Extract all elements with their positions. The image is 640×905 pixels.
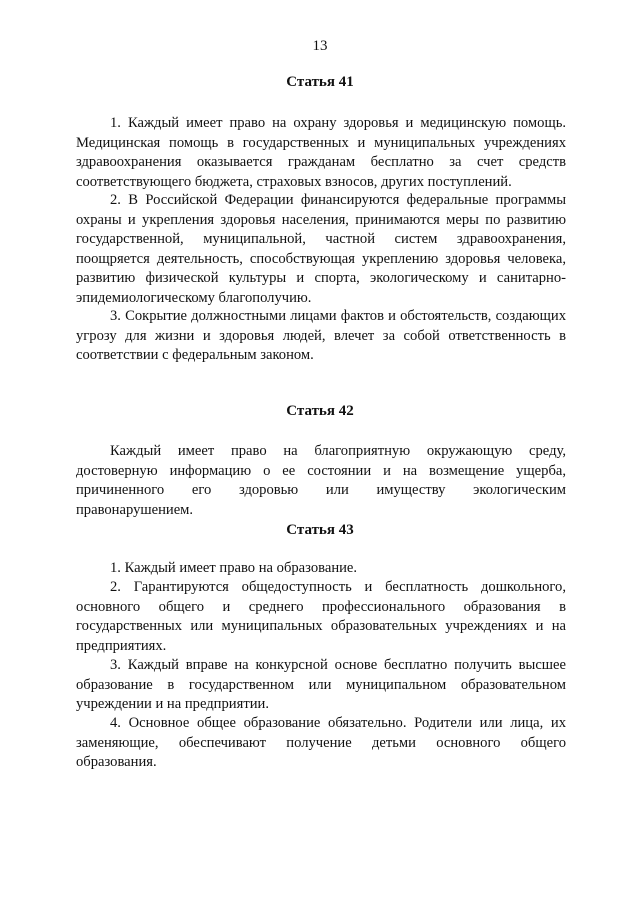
article-43-paragraph-4: 4. Основное общее образование обязательно. Родители или лица, их заменяющие, обеспечивают получение детьми основного общего образования. bbox=[76, 715, 566, 770]
article-41-paragraph-2: 2. В Российской Федерации финансируются федеральные программы охраны и укрепления здоровья населения, принимаются меры по развитию государственной, муниципальной, частной систем здравоохранения, поощряется деятельность, способствующая укреплению здоровья человека, развитию физической культуры и спорта, экологическому и санитарно-эпидемиологическому благополучию. bbox=[76, 192, 566, 306]
article-43-paragraph-3: 3. Каждый вправе на конкурсной основе бесплатно получить высшее образование в государственном или муниципальном образовательном учреждении и на предприятии. bbox=[76, 657, 566, 712]
article-41-title: Статья 41 bbox=[286, 74, 354, 90]
article-42-title: Статья 42 bbox=[286, 403, 354, 419]
page-number: 13 bbox=[312, 38, 328, 54]
article-43-paragraph-1: 1. Каждый имеет право на образование. bbox=[110, 560, 358, 576]
article-41-paragraph-1: 1. Каждый имеет право на охрану здоровья и медицинскую помощь. Медицинская помощь в государственных и муниципальных учреждениях здравоохранения оказывается гражданам бесплатно за счет средств соответствующего бюджета, страховых взносов, других поступлений. bbox=[76, 115, 566, 190]
article-42-paragraph-1: Каждый имеет право на благоприятную окружающую среду, достоверную информацию о ее состоянии и на возмещение ущерба, причиненного его здоровью или имуществу экологическим правонарушением. bbox=[76, 443, 566, 518]
article-43-paragraph-2: 2. Гарантируются общедоступность и бесплатность дошкольного, основного общего и среднего профессионального образования в государственных или муниципальных образовательных учреждениях и на предприятиях. bbox=[76, 579, 566, 654]
article-41-paragraph-3: 3. Сокрытие должностными лицами фактов и обстоятельств, создающих угрозу для жизни и здоровья людей, влечет за собой ответственность в соответствии с федеральным законом. bbox=[76, 308, 566, 363]
article-43-title: Статья 43 bbox=[286, 522, 354, 538]
